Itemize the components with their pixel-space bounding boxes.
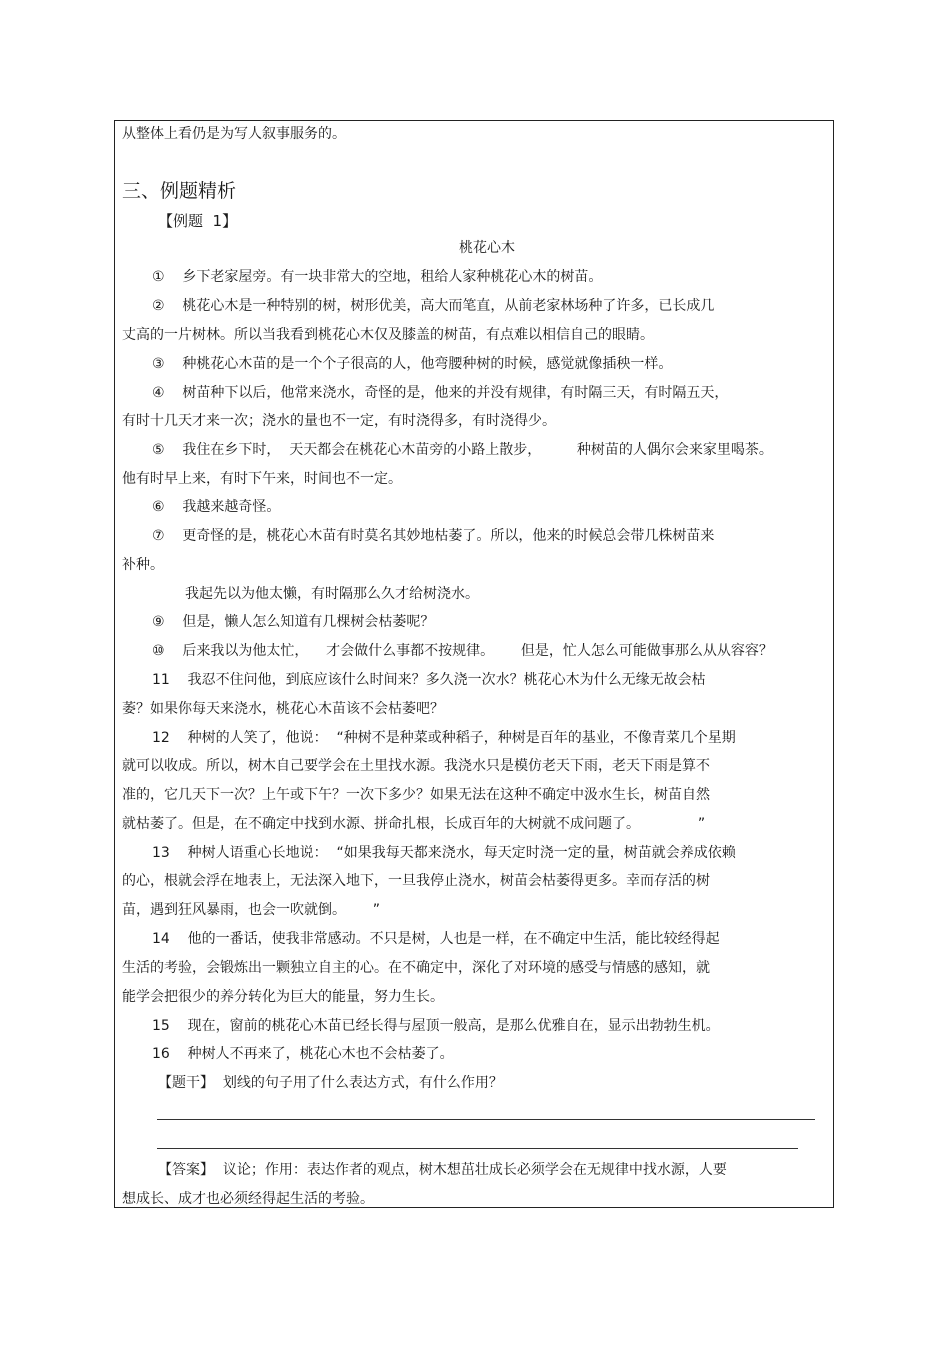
paragraph-5-line-2: 他有时早上来，有时下午来，时间也不一定。 <box>122 471 402 487</box>
paragraph-12-line-4: 就枯萎了。但是，在不确定中找到水源、拼命扎根，长成百年的大树就不成问题了。 ” <box>122 816 706 832</box>
paragraph-14-line-2: 生活的考验，会锻炼出一颗独立自主的心。在不确定中，深化了对环境的感受与情感的感知，就 <box>122 960 710 976</box>
story-title: 桃花心木 <box>459 240 515 256</box>
paragraph-8: 我起先以为他太懒，有时隔那么久才给树浇水。 <box>185 586 479 602</box>
paragraph-5-line-1: ⑤ 我住在乡下时， 天天都会在桃花心木苗旁的小路上散步， 种树苗的人偶尔会来家里喝茶。 <box>152 442 773 458</box>
answer-line-text-2: 想成长、成才也必须经得起生活的考验。 <box>122 1191 374 1207</box>
answer-line-text-1: 【答案】 议论；作用：表达作者的观点，树木想茁壮成长必须学会在无规律中找水源，人要 <box>158 1162 727 1178</box>
paragraph-4-line-1: ④ 树苗种下以后，他常来浇水，奇怪的是，他来的并没有规律，有时隔三天，有时隔五天， <box>152 385 729 401</box>
paragraph-12-line-2: 就可以收成。所以，树木自己要学会在土里找水源。我浇水只是模仿老天下雨，老天下雨是算不 <box>122 758 710 774</box>
example-label: 【例题 1】 <box>158 212 238 230</box>
answer-line-1 <box>157 1119 815 1120</box>
paragraph-2-line-2: 丈高的一片树林。所以当我看到桃花心木仅及膝盖的树苗，有点难以相信自己的眼睛。 <box>122 327 654 343</box>
paragraph-2-line-1: ② 桃花心木是一种特别的树，树形优美，高大而笔直，从前老家林场种了许多，已长成几 <box>152 298 715 314</box>
paragraph-14-line-1: 14 他的一番话，使我非常感动。不只是树，人也是一样，在不确定中生活，能比较经得起 <box>152 931 720 947</box>
paragraph-14-line-3: 能学会把很少的养分转化为巨大的能量，努力生长。 <box>122 989 444 1005</box>
paragraph-11-line-2: 萎？如果你每天来浇水，桃花心木苗该不会枯萎吧？ <box>122 701 444 717</box>
paragraph-13-line-3: 苗，遇到狂风暴雨，也会一吹就倒。 ” <box>122 902 380 918</box>
paragraph-11-line-1: 11 我忍不住问他，到底应该什么时间来？多久浇一次水？桃花心木为什么无缘无故会枯 <box>152 672 706 688</box>
paragraph-12-line-1: 12 种树的人笑了，他说： “种树不是种菜或种稻子，种树是百年的基业，不像青菜几个星期 <box>152 730 736 746</box>
section-heading: 三、例题精析 <box>122 180 237 202</box>
paragraph-15: 15 现在，窗前的桃花心木苗已经长得与屋顶一般高，是那么优雅自在，显示出勃勃生机。 <box>152 1018 720 1034</box>
intro-tail-text: 从整体上看仍是为写人叙事服务的。 <box>122 126 346 142</box>
paragraph-1: ① 乡下老家屋旁。有一块非常大的空地，租给人家种桃花心木的树苗。 <box>152 269 603 285</box>
paragraph-4-line-2: 有时十几天才来一次；浇水的量也不一定，有时浇得多，有时浇得少。 <box>122 413 556 429</box>
paragraph-16: 16 种树人不再来了，桃花心木也不会枯萎了。 <box>152 1046 454 1062</box>
answer-line-2 <box>157 1148 798 1149</box>
paragraph-12-line-3: 准的，它几天下一次？上午或下午？一次下多少？如果无法在这种不确定中汲水生长，树苗自然 <box>122 787 710 803</box>
paragraph-13-line-2: 的心，根就会浮在地表上，无法深入地下，一旦我停止浇水，树苗会枯萎得更多。幸而存活的树 <box>122 873 710 889</box>
paragraph-7-line-2: 补种。 <box>122 557 164 573</box>
paragraph-3: ③ 种桃花心木苗的是一个个子很高的人，他弯腰种树的时候，感觉就像插秧一样。 <box>152 356 673 372</box>
paragraph-7-line-1: ⑦ 更奇怪的是，桃花心木苗有时莫名其妙地枯萎了。所以，他来的时候总会带几株树苗来 <box>152 528 715 544</box>
paragraph-13-line-1: 13 种树人语重心长地说： “如果我每天都来浇水，每天定时浇一定的量，树苗就会养成依赖 <box>152 845 736 861</box>
paragraph-9: ⑨ 但是，懒人怎么知道有几棵树会枯萎呢？ <box>152 614 435 630</box>
question-stem: 【题干】 划线的句子用了什么表达方式，有什么作用？ <box>158 1075 503 1091</box>
paragraph-6: ⑥ 我越来越奇怪。 <box>152 499 281 515</box>
paragraph-10: ⑩ 后来我以为他太忙， 才会做什么事都不按规律。 但是，忙人怎么可能做事那么从从容容？ <box>152 643 773 659</box>
